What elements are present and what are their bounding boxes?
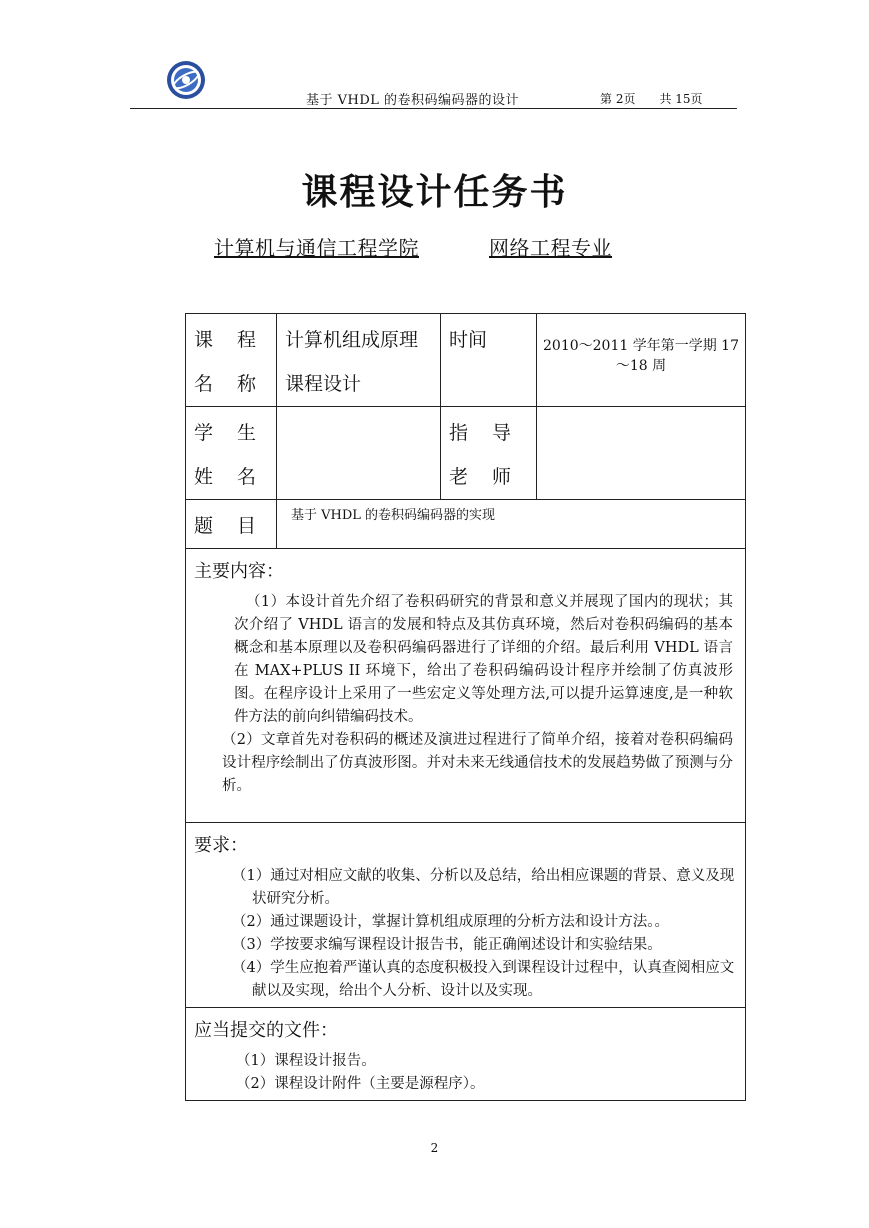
requirements-heading: 要求： <box>194 835 248 856</box>
deliverables-heading: 应当提交的文件： <box>194 1020 338 1041</box>
teacher-label: 指 导 老 师 <box>441 407 537 500</box>
teacher-value <box>537 407 746 500</box>
time-value: 2010～2011 学年第一学期 17～18 周 <box>537 314 746 407</box>
student-value <box>277 407 441 500</box>
topic-label: 题 目 <box>186 500 277 549</box>
topic-value: 基于 VHDL 的卷积码编码器的实现 <box>277 500 746 549</box>
content-paragraph-2: （2）文章首先对卷积码的概述及演进过程进行了简单介绍，接着对卷积码编码设计程序绘制出了仿真波形图。并对未来无线通信技术的发展趋势做了预测与分析。 <box>222 732 733 794</box>
requirement-item: （1）通过对相应文献的收集、分析以及总结，给出相应课题的背景、意义及现状研究分析。 <box>232 868 735 907</box>
school-emblem-icon <box>166 60 206 100</box>
main-content-section <box>186 549 746 823</box>
header-page-label: 第 2页 <box>600 92 636 106</box>
requirement-item: （3）学按要求编写课程设计报告书，能正确阐述设计和实验结果。 <box>232 937 662 953</box>
header-page-info <box>600 90 727 107</box>
main-content-heading: 主要内容： <box>194 561 284 582</box>
document-title: 课程设计任务书 <box>301 172 568 213</box>
page-header <box>130 56 737 109</box>
course-value: 计算机组成原理课程设计 <box>277 314 441 407</box>
requirement-item: （2）通过课题设计，掌握计算机组成原理的分析方法和设计方法。。 <box>232 914 669 930</box>
major-name: 网络工程专业 <box>489 236 612 260</box>
deliverable-item: （2）课程设计附件（主要是源程序）。 <box>236 1076 485 1092</box>
requirements-section <box>186 823 746 1008</box>
student-label: 学 生 姓 名 <box>186 407 277 500</box>
requirement-item: （4）学生应抱着严谨认真的态度积极投入到课程设计过程中，认真查阅相应文献以及实现，给出个人分析、设计以及实现。 <box>232 960 735 999</box>
header-title: 基于 VHDL 的卷积码编码器的设计 <box>306 93 520 108</box>
deliverables-section <box>186 1008 746 1101</box>
page-number: 2 <box>430 1141 439 1155</box>
content-paragraph-1: （1）本设计首先介绍了卷积码研究的背景和意义并展现了国内的现状；其次介绍了 VHDL 语言的发展和特点及其仿真环境，然后对卷积码编码的基本概念和基本原理以及卷积码编码器进行了详细的介绍。最后利用 VHDL 语言在 MAX+PLUS II 环境下，给出了卷积码编码设计程序并绘制了仿真波形图。在程序设计上采用了一些宏定义等处理方法,可以提升运算速度,是一种软件方法的前向纠错编码技术。 <box>234 594 733 725</box>
course-label: 课 程 名 称 <box>186 314 277 407</box>
deliverable-item: （1）课程设计报告。 <box>236 1053 376 1069</box>
school-name: 计算机与通信工程学院 <box>214 236 419 260</box>
time-label: 时间 <box>441 314 537 407</box>
task-table <box>185 313 746 1101</box>
header-total-label: 共 15页 <box>659 92 703 106</box>
